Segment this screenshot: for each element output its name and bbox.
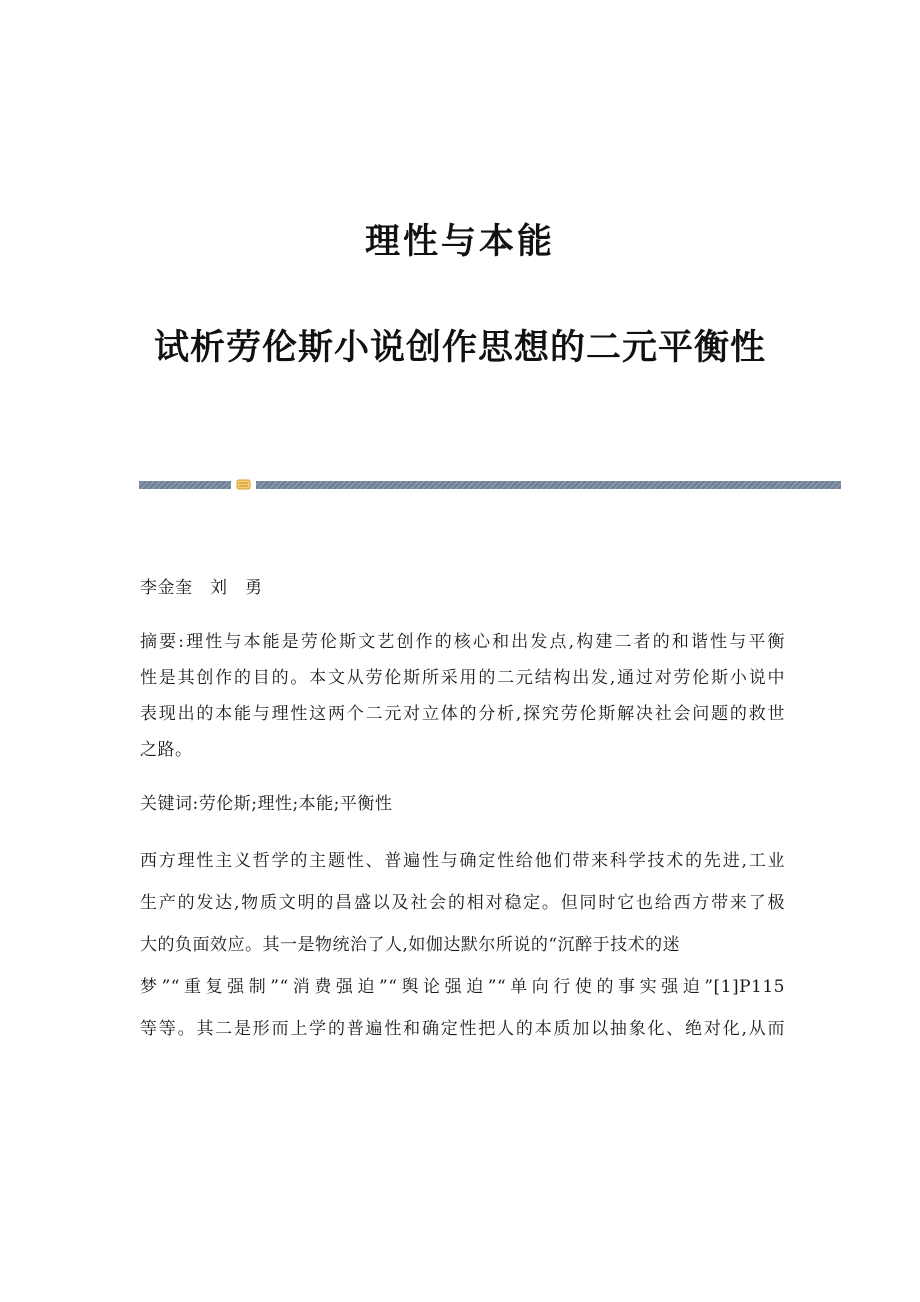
scroll-ornament-icon: [236, 478, 251, 491]
abstract-paragraph: [140, 624, 785, 768]
divider-bar-right: [256, 481, 841, 489]
body-line: 梦”“重复强制”“消费强迫”“舆论强迫”“单向行使的事实强迫”[1]P115: [140, 977, 785, 997]
body-line: 西方理性主义哲学的主题性、普遍性与确定性给他们带来科学技术的先进,工业: [140, 851, 785, 871]
abstract-line: 之路。: [140, 740, 193, 760]
keywords-line: 关键词:劳伦斯;理性;本能;平衡性: [140, 794, 393, 814]
abstract-line: 摘要:理性与本能是劳伦斯文艺创作的核心和出发点,构建二者的和谐性与平衡: [140, 632, 785, 652]
document-subtitle: 试析劳伦斯小说创作思想的二元平衡性: [153, 328, 766, 368]
body-line: 生产的发达,物质文明的昌盛以及社会的相对稳定。但同时它也给西方带来了极: [140, 893, 785, 913]
body-line: 等等。其二是形而上学的普遍性和确定性把人的本质加以抽象化、绝对化,从而: [140, 1019, 785, 1039]
abstract-line: 表现出的本能与理性这两个二元对立体的分析,探究劳伦斯解决社会问题的救世: [140, 704, 785, 724]
document-title: 理性与本能: [364, 222, 555, 262]
body-line: 大的负面效应。其一是物统治了人,如伽达默尔所说的“沉醉于技术的迷: [140, 935, 681, 955]
title-divider: [139, 478, 841, 492]
document-body: [140, 570, 785, 1050]
authors-line: 李金奎 刘 勇: [140, 578, 263, 598]
body-paragraph: [140, 840, 785, 1050]
divider-bar-left: [139, 481, 231, 489]
abstract-line: 性是其创作的目的。本文从劳伦斯所采用的二元结构出发,通过对劳伦斯小说中: [140, 668, 785, 688]
